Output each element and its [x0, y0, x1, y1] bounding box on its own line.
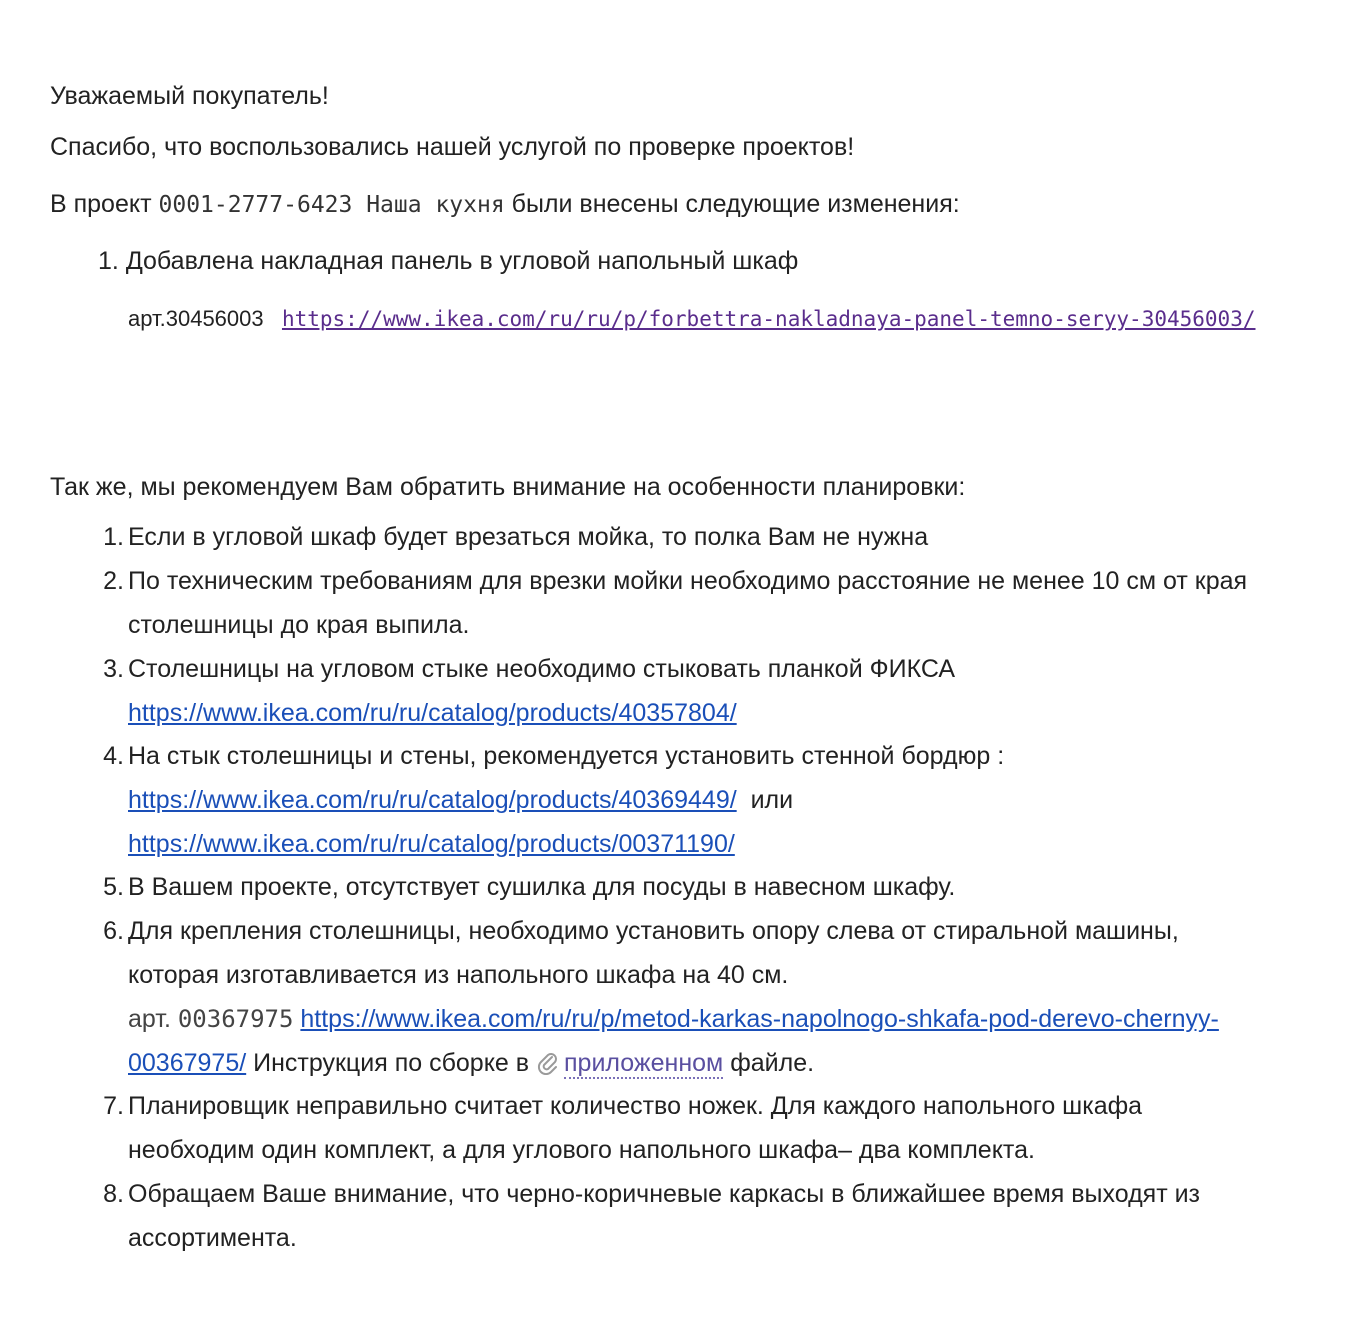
item-text: ассортимента.	[128, 1224, 297, 1252]
item-number: 1.	[103, 523, 124, 551]
fixa-link[interactable]: https://www.ikea.com/ru/ru/catalog/products/40357804/	[128, 699, 737, 727]
item-number: 6.	[103, 917, 124, 945]
wall-border-link-2[interactable]: https://www.ikea.com/ru/ru/catalog/products/00371190/	[128, 830, 735, 858]
project-suffix: были внесены следующие изменения:	[511, 190, 960, 218]
item-text: Если в угловой шкаф будет врезаться мойка, то полка Вам не нужна	[128, 523, 929, 551]
item-number: 8.	[103, 1180, 124, 1208]
item-text: По техническим требованиям для врезки мойки необходимо расстояние не менее 10 см от края	[128, 567, 1248, 595]
metod-frame-link-cont[interactable]: 00367975/	[128, 1049, 247, 1077]
list-item	[103, 1172, 1308, 1260]
instruction-prefix: Инструкция по сборке в	[253, 1049, 530, 1077]
change-product-link[interactable]: https://www.ikea.com/ru/ru/p/forbettra-nakladnaya-panel-temno-seryy-30456003/	[281, 307, 1256, 331]
list-item	[103, 647, 1308, 735]
recommend-intro: Так же, мы рекомендуем Вам обратить внимание на особенности планировки:	[50, 473, 966, 501]
project-line	[50, 189, 960, 220]
item-text: Обращаем Ваше внимание, что черно-коричневые каркасы в ближайшее время выходят из	[128, 1180, 1201, 1208]
list-item	[103, 1084, 1308, 1172]
item-text: столешницы до края выпила.	[128, 611, 470, 639]
list-item	[103, 559, 1308, 647]
change-article-label: арт.30456003	[128, 306, 264, 331]
item-text: На стык столешницы и стены, рекомендуется установить стенной бордюр :	[128, 742, 1005, 770]
item-number: 4.	[103, 742, 124, 770]
change-article-line	[128, 304, 1256, 334]
list-item	[103, 515, 1308, 559]
metod-frame-link[interactable]: https://www.ikea.com/ru/ru/p/metod-karkas-napolnogo-shkafa-pod-derevo-chernyy-	[300, 1005, 1219, 1033]
thanks-text: Спасибо, что воспользовались нашей услугой по проверке проектов!	[50, 133, 855, 161]
item-text: Столешницы на угловом стыке необходимо стыковать планкой ФИКСА	[128, 655, 956, 683]
list-item	[103, 909, 1308, 1085]
instruction-suffix: файле.	[730, 1049, 815, 1077]
change-item	[98, 246, 798, 276]
item-number: 7.	[103, 1092, 124, 1120]
wall-border-link-1[interactable]: https://www.ikea.com/ru/ru/catalog/products/40369449/	[128, 786, 737, 814]
article-label: арт.	[128, 1005, 171, 1033]
change-number: 1.	[98, 247, 119, 275]
item-text: В Вашем проекте, отсутствует сушилка для посуды в навесном шкафу.	[128, 873, 956, 901]
list-item	[103, 865, 1308, 909]
item-number: 5.	[103, 873, 124, 901]
item-text: Для крепления столешницы, необходимо установить опору слева от стиральной машины,	[128, 917, 1179, 945]
project-prefix: В проект	[50, 190, 152, 218]
attachment-link[interactable]: приложенном	[564, 1049, 724, 1077]
or-text: или	[750, 786, 794, 814]
list-item	[103, 734, 1308, 866]
project-id: 0001-2777-6423 Наша кухня	[158, 192, 505, 218]
greeting: Уважаемый покупатель!	[50, 82, 329, 110]
item-text: которая изготавливается из напольного шкафа на 40 см.	[128, 961, 789, 989]
item-text: необходим один комплект, а для углового напольного шкафа– два комплекта.	[128, 1136, 1035, 1164]
change-text: Добавлена накладная панель в угловой напольный шкаф	[125, 247, 799, 275]
item-text: Планировщик неправильно считает количество ножек. Для каждого напольного шкафа	[128, 1092, 1143, 1120]
item-number: 2.	[103, 567, 124, 595]
item-number: 3.	[103, 655, 124, 683]
paperclip-icon	[536, 1045, 560, 1069]
article-number: 00367975	[177, 1005, 294, 1033]
